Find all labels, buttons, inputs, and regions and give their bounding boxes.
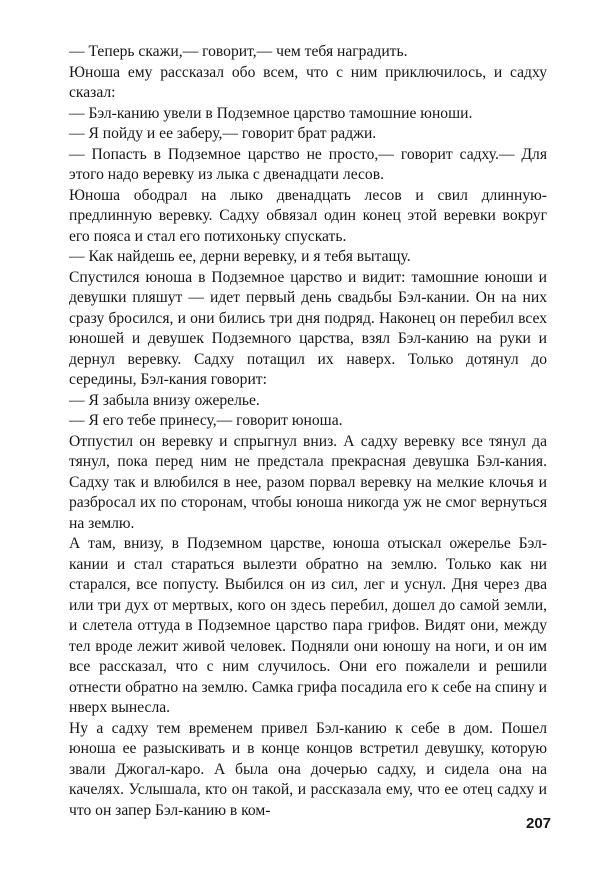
paragraph-5: — Попасть в Подземное царство не просто,— говорит садху.— Для этого надо веревку из лыка с двенадцати лесов. — [69, 145, 547, 183]
paragraph-9: — Я забыла внизу ожерелье. — [69, 391, 260, 409]
paragraph-11: Отпустил он веревку и спрыгнул вниз. А садху веревку все тянул да тянул, пока перед ним не предстала прекрасная девушка Бэл-кания. Садху так и влюбился в нее, разом порвал веревку на мелкие клочья и разбросал их по сторонам, чтобы юноша никогда уж не смог вернуться на землю. — [69, 432, 547, 532]
paragraph-4: — Я пойду и ее заберу,— говорит брат раджи. — [69, 125, 377, 142]
paragraph-2: Юноша ему рассказал обо всем, что с ним приключилось, и садху сказал: — [69, 63, 547, 101]
paragraph-12: А там, внизу, в Подземном царстве, юноша отыскал ожерелье Бэл-кании и стал стараться вылезти обратно на землю. Только как ни старался, все попусту. Выбился он из сил, лег и уснул. Дня через два или три дух от мертвых, кого он здесь перебил, дошел до самой земли, и слетела оттуда в Подземное царство пара грифов. Видят они, между тел вроде лежит живой человек. Подняли они юношу на ноги, и он им все рассказал, что с ним случилось. Они его пожалели и решили отнести обратно на землю. Самка грифа посадила его к себе на спину и нверх вынесла. — [69, 535, 547, 716]
book-page — [69, 42, 547, 821]
paragraph-10: — Я его тебе принесу,— говорит юноша. — [69, 412, 343, 429]
paragraph-3: — Бэл-канию увели в Подземное царство тамошние юноши. — [69, 104, 473, 122]
paragraph-1: — Теперь скажи,— говорит,— чем тебя наградить. — [69, 43, 408, 60]
paragraph-6: Юноша ободрал на лыко двенадцать лесов и свил длинную-предлинную веревку. Садху обвязал один конец этой веревки вокруг его пояса и стал его потихоньку спускать. — [69, 186, 547, 245]
page-number: 207 — [526, 815, 552, 832]
paragraph-7: — Как найдешь ее, дерни веревку, и я тебя вытащу. — [69, 248, 411, 265]
paragraph-8: Спустился юноша в Подземное царство и видит: тамошние юноши и девушки пляшут — идет первый день свадьбы Бэл-кании. Он на них сразу бросился, и они бились три дня подряд. Наконец он перебил всех юношей и девушек Подземного царства, взял Бэл-канию на руки и дернул веревку. Садху потащил их наверх. Только дотянул до середины, Бэл-кания говорит: — [69, 268, 547, 388]
paragraph-13: Ну а садху тем временем привел Бэл-канию к себе в дом. Пошел юноша ее разыскивать и в конце концов встретил девушку, которую звали Джогал-каро. А была она дочерью садху, и сидела она на качелях. Услышала, кто он такой, и рассказала ему, что ее отец садху и что он запер Бэл-канию в ком- — [69, 719, 547, 819]
